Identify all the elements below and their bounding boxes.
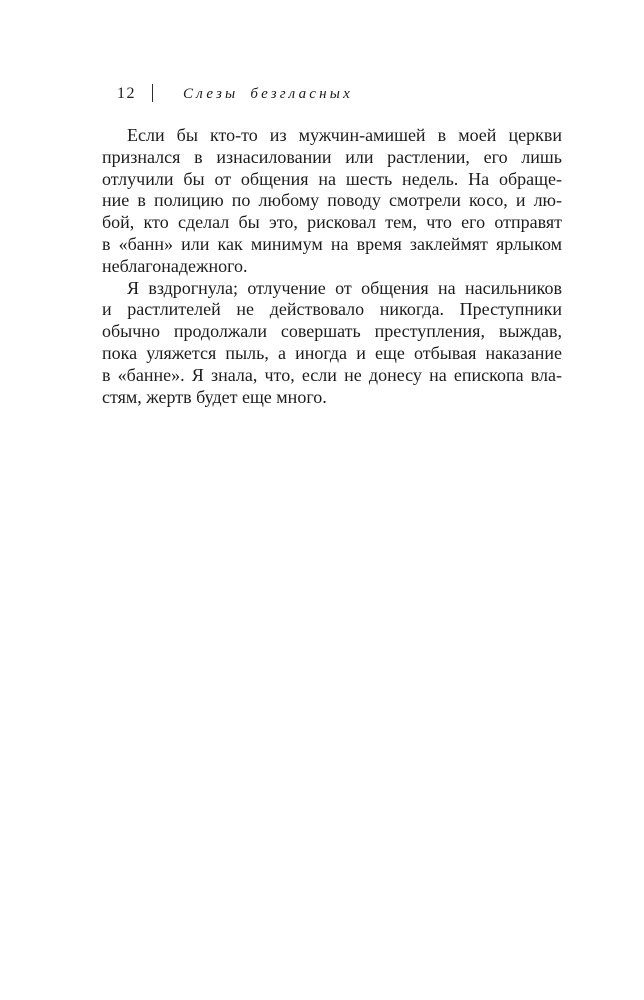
text-line: бой, кто сделал бы это, рисковал тем, что его отправят	[102, 212, 562, 233]
text-line: в «банн» или как минимум на время заклеймят ярлыком	[102, 233, 562, 254]
text-line: отлучили бы от общения на шесть недель. На обраще-	[102, 168, 562, 189]
text-line: обычно продолжали совершать преступления, выждав,	[102, 321, 562, 342]
text-line: неблагонадежного.	[102, 255, 248, 276]
header-divider	[152, 84, 153, 102]
body-text	[102, 125, 562, 408]
paragraph-2	[102, 278, 562, 409]
page-number: 12	[117, 85, 136, 102]
text-line: и растлителей не действовало никогда. Преступники	[102, 299, 562, 320]
running-title: Слезы безгласных	[183, 86, 353, 102]
text-line: ние в полицию по любому поводу смотрели косо, и лю-	[102, 190, 562, 211]
text-line: признался в изнасиловании или растлении, его лишь	[102, 146, 562, 167]
text-line: в «банне». Я знала, что, если не донесу на епископа вла-	[102, 364, 562, 385]
text-line: Я вздрогнула; отлучение от общения на насильников	[127, 277, 562, 298]
text-line: Если бы кто-то из мужчин-амишей в моей церкви	[127, 125, 562, 145]
text-line: пока уляжется пыль, а иногда и еще отбывая наказание	[102, 342, 562, 363]
paragraph-1	[102, 125, 562, 278]
text-line: стям, жертв будет еще много.	[102, 386, 327, 407]
